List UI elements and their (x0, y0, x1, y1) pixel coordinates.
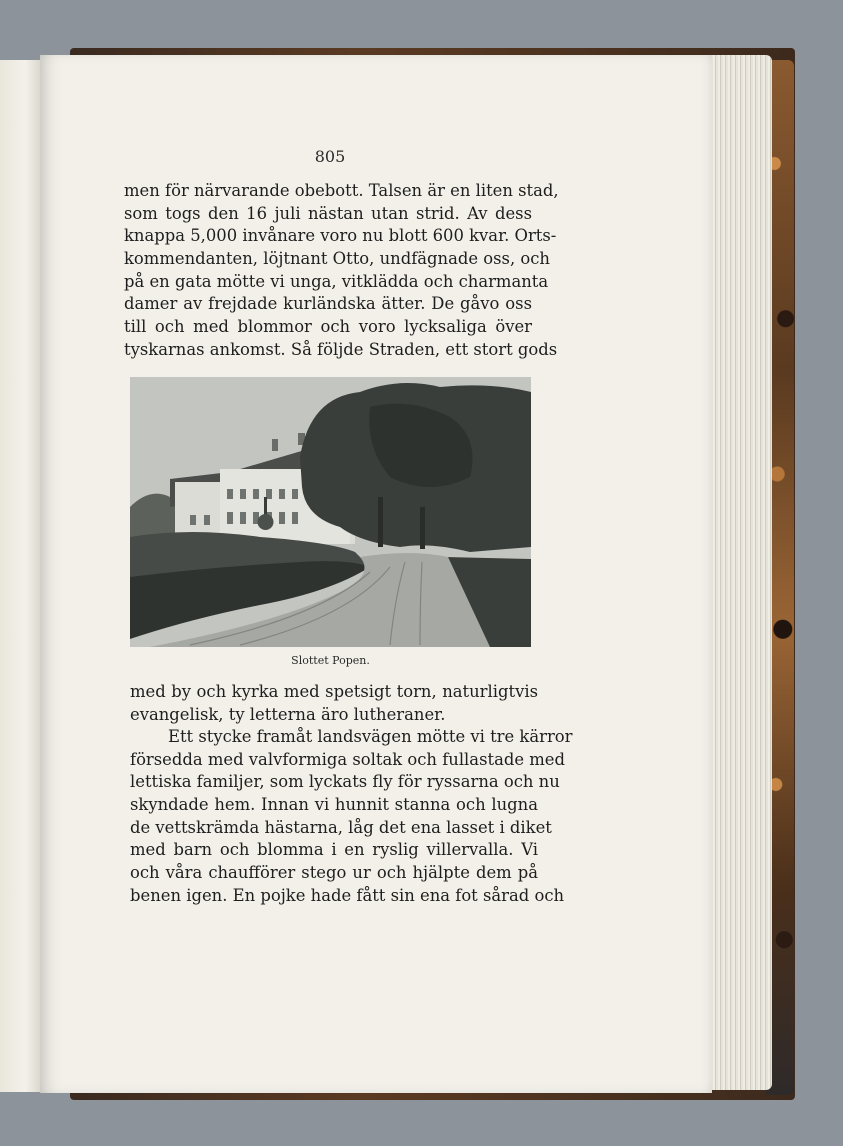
paragraph-3 (130, 726, 573, 908)
text-line: som togs den 16 juli nästan utan strid. Av dess (124, 203, 532, 223)
text-line: på en gata mötte vi unga, vitklädda och charmanta (124, 271, 549, 291)
text-line: till och med blommor och voro lycksaliga över (124, 317, 532, 337)
figure-caption: Slottet Popen. (291, 654, 370, 667)
text-line: med by och kyrka med spetsigt torn, naturligtvis (130, 682, 538, 701)
page-stack-edge (708, 55, 772, 1090)
left-page-edge (0, 60, 43, 1092)
text-line: damer av frejdade kurländska ätter. De gåvo oss (124, 294, 532, 314)
manor-photograph (130, 377, 531, 647)
paragraph-1 (124, 180, 559, 362)
text-line: evangelisk, ty letterna äro lutheraner. (130, 704, 446, 724)
text-line: lettiska familjer, som lyckats fly för ryssarna och nu (130, 772, 560, 792)
text-line: och våra chaufförer stego ur och hjälpte dem på (130, 863, 538, 883)
text-line: men för närvarande obebott. Talsen är en liten stad, (124, 181, 559, 200)
text-line: skyndade hem. Innan vi hunnit stanna och lugna (130, 795, 538, 815)
text-line: de vettskrämda hästarna, låg det ena lasset i diket (130, 817, 552, 837)
text-line: benen igen. En pojke hade fått sin ena fot sårad och (130, 885, 565, 905)
paragraph-2 (130, 681, 538, 726)
page-number: 805 (314, 147, 346, 166)
text-line: med barn och blomma i en ryslig villervalla. Vi (130, 840, 538, 860)
text-line: kommendanten, löjtnant Otto, undfägnade oss, och (124, 249, 550, 269)
text-line: Ett stycke framåt landsvägen mötte vi tre kärror (168, 727, 573, 746)
text-line: försedda med valvformiga soltak och fullastade med (130, 749, 565, 769)
text-line: tyskarnas ankomst. Så följde Straden, ett stort gods (124, 339, 558, 359)
text-line: knappa 5,000 invånare voro nu blott 600 kvar. Orts- (124, 226, 557, 246)
